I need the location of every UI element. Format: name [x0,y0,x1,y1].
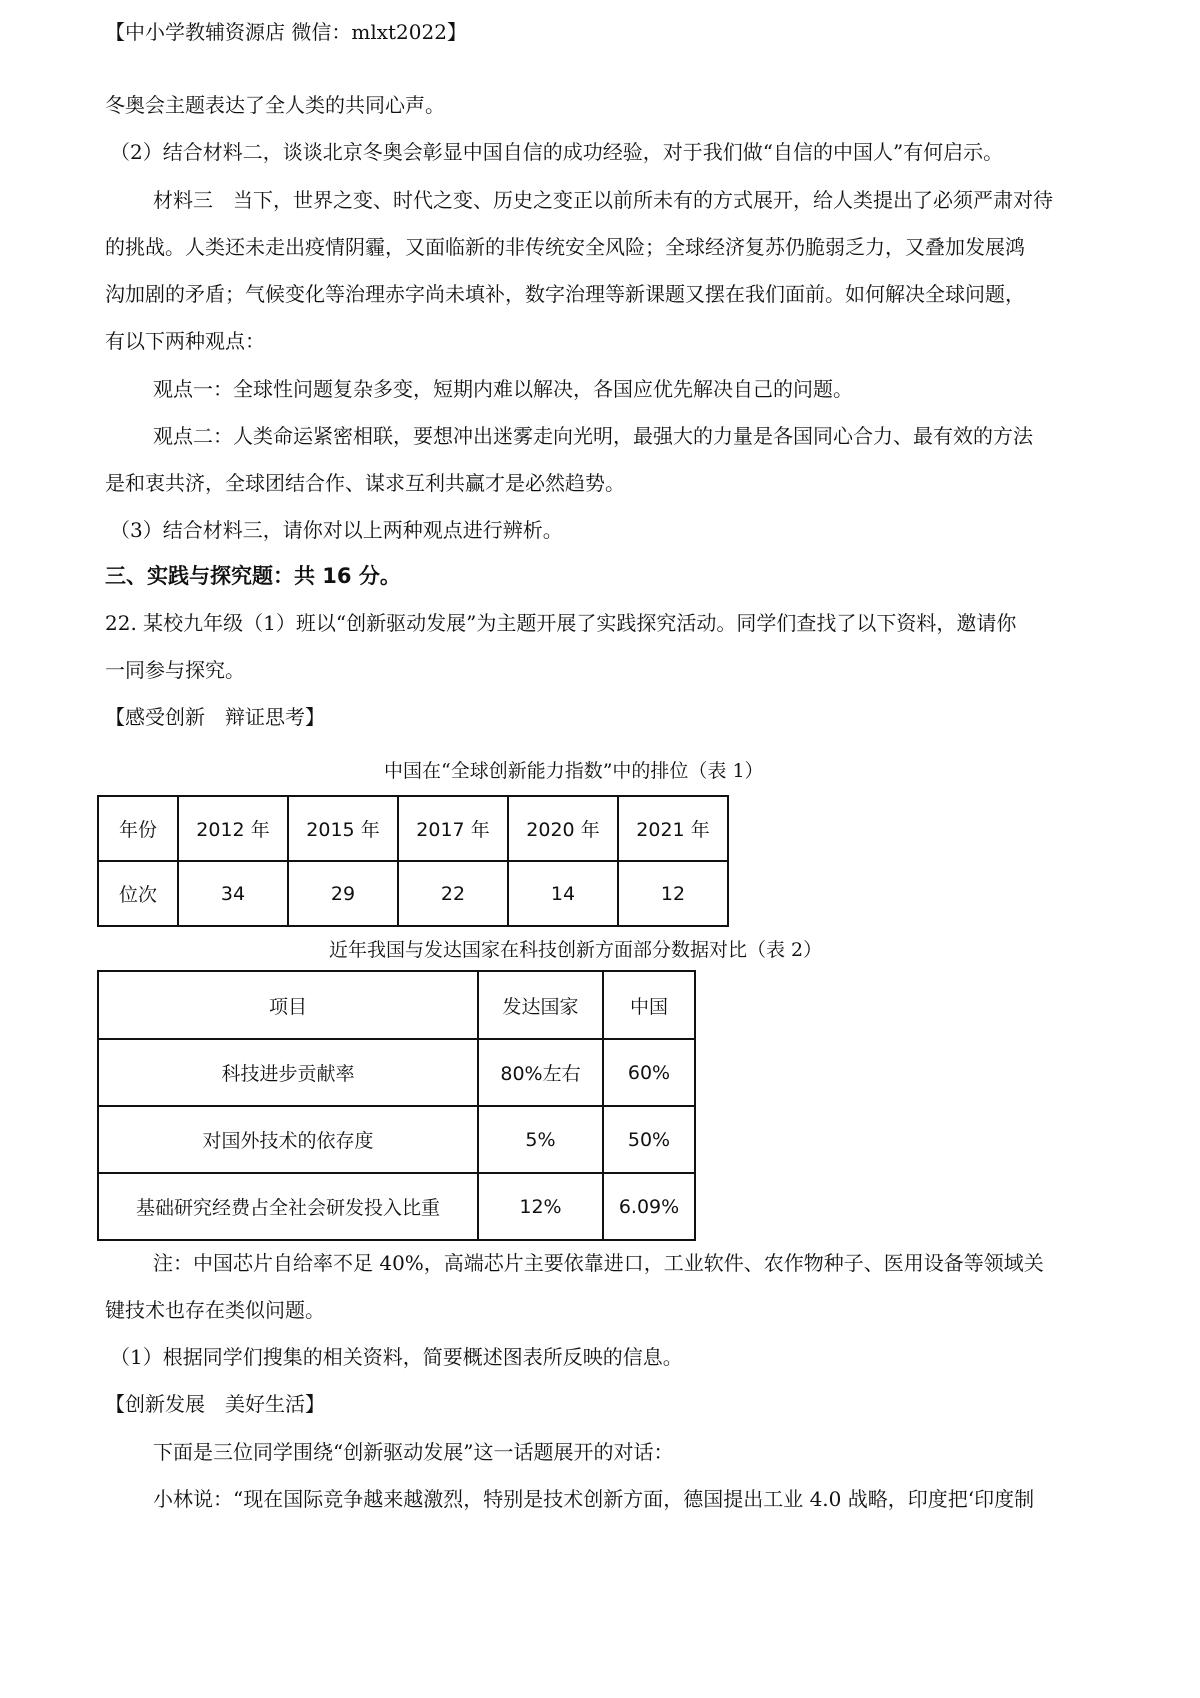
table-cell: 位次 [98,861,178,926]
table-2-caption: 近年我国与发达国家在科技创新方面部分数据对比（表 2） [329,939,823,961]
subheading: 【感受创新 辩证思考】 [105,705,325,729]
paragraph-line: 冬奥会主题表达了全人类的共同心声。 [105,93,445,117]
table-cell: 12 [618,861,728,926]
table-cell: 50% [603,1106,695,1173]
table-cell: 发达国家 [478,971,603,1039]
viewpoint-2-line: 是和衷共济，全球团结合作、谋求互利共赢才是必然趋势。 [105,471,625,495]
table-cell: 22 [398,861,508,926]
subheading: 【创新发展 美好生活】 [105,1392,325,1416]
table-cell: 2017 年 [398,796,508,861]
table-cell: 12% [478,1173,603,1240]
question-3: （3）结合材料三，请你对以上两种观点进行辨析。 [110,518,563,542]
section-heading: 三、实践与探究题：共 16 分。 [105,564,401,588]
material-3-line: 材料三 当下，世界之变、时代之变、历史之变正以前所未有的方式展开，给人类提出了必须严肃对待 [153,188,1053,212]
table-cell: 2020 年 [508,796,618,861]
viewpoint-1: 观点一：全球性问题复杂多变，短期内难以解决，各国应优先解决自己的问题。 [153,377,853,401]
question-22-line: 一同参与探究。 [105,658,245,682]
table-cell: 中国 [603,971,695,1039]
question-2: （2）结合材料二，谈谈北京冬奥会彰显中国自信的成功经验，对于我们做“自信的中国人”有何启示。 [110,140,1004,164]
table-cell: 科技进步贡献率 [98,1039,478,1106]
question-22-line: 22. 某校九年级（1）班以“创新驱动发展”为主题开展了实践探究活动。同学们查找了以下资料，邀请你 [105,611,1017,635]
question-1: （1）根据同学们搜集的相关资料，简要概述图表所反映的信息。 [110,1345,683,1369]
table-cell: 29 [288,861,398,926]
table-cell: 年份 [98,796,178,861]
note-line: 注：中国芯片自给率不足 40%，高端芯片主要依靠进口，工业软件、农作物种子、医用设备等领域关 [153,1251,1044,1275]
table-1 [97,795,729,927]
page-header: 【中小学教辅资源店 微信：mlxt2022】 [105,20,467,44]
table-cell: 34 [178,861,288,926]
table-cell: 2012 年 [178,796,288,861]
material-3-line: 有以下两种观点： [105,329,265,353]
dialog-line: 小林说：“现在国际竞争越来越激烈，特别是技术创新方面，德国提出工业 4.0 战略，印度把‘印度制 [153,1487,1035,1511]
table-cell: 对国外技术的依存度 [98,1106,478,1173]
table-cell: 基础研究经费占全社会研发投入比重 [98,1173,478,1240]
dialog-intro: 下面是三位同学围绕“创新驱动发展”这一话题展开的对话： [153,1440,674,1464]
table-cell: 14 [508,861,618,926]
note-line: 键技术也存在类似问题。 [105,1298,325,1322]
table-1-caption: 中国在“全球创新能力指数”中的排位（表 1） [384,760,764,782]
table-cell: 5% [478,1106,603,1173]
table-cell: 60% [603,1039,695,1106]
table-cell: 2021 年 [618,796,728,861]
material-3-line: 沟加剧的矛盾；气候变化等治理赤字尚未填补，数字治理等新课题又摆在我们面前。如何解决全球问题， [105,282,1025,306]
table-cell: 80%左右 [478,1039,603,1106]
table-cell: 项目 [98,971,478,1039]
material-3-line: 的挑战。人类还未走出疫情阴霾，又面临新的非传统安全风险；全球经济复苏仍脆弱乏力，又叠加发展鸿 [105,235,1025,259]
table-2 [97,970,696,1241]
table-cell: 6.09% [603,1173,695,1240]
viewpoint-2-line: 观点二：人类命运紧密相联，要想冲出迷雾走向光明，最强大的力量是各国同心合力、最有效的方法 [153,424,1033,448]
table-cell: 2015 年 [288,796,398,861]
